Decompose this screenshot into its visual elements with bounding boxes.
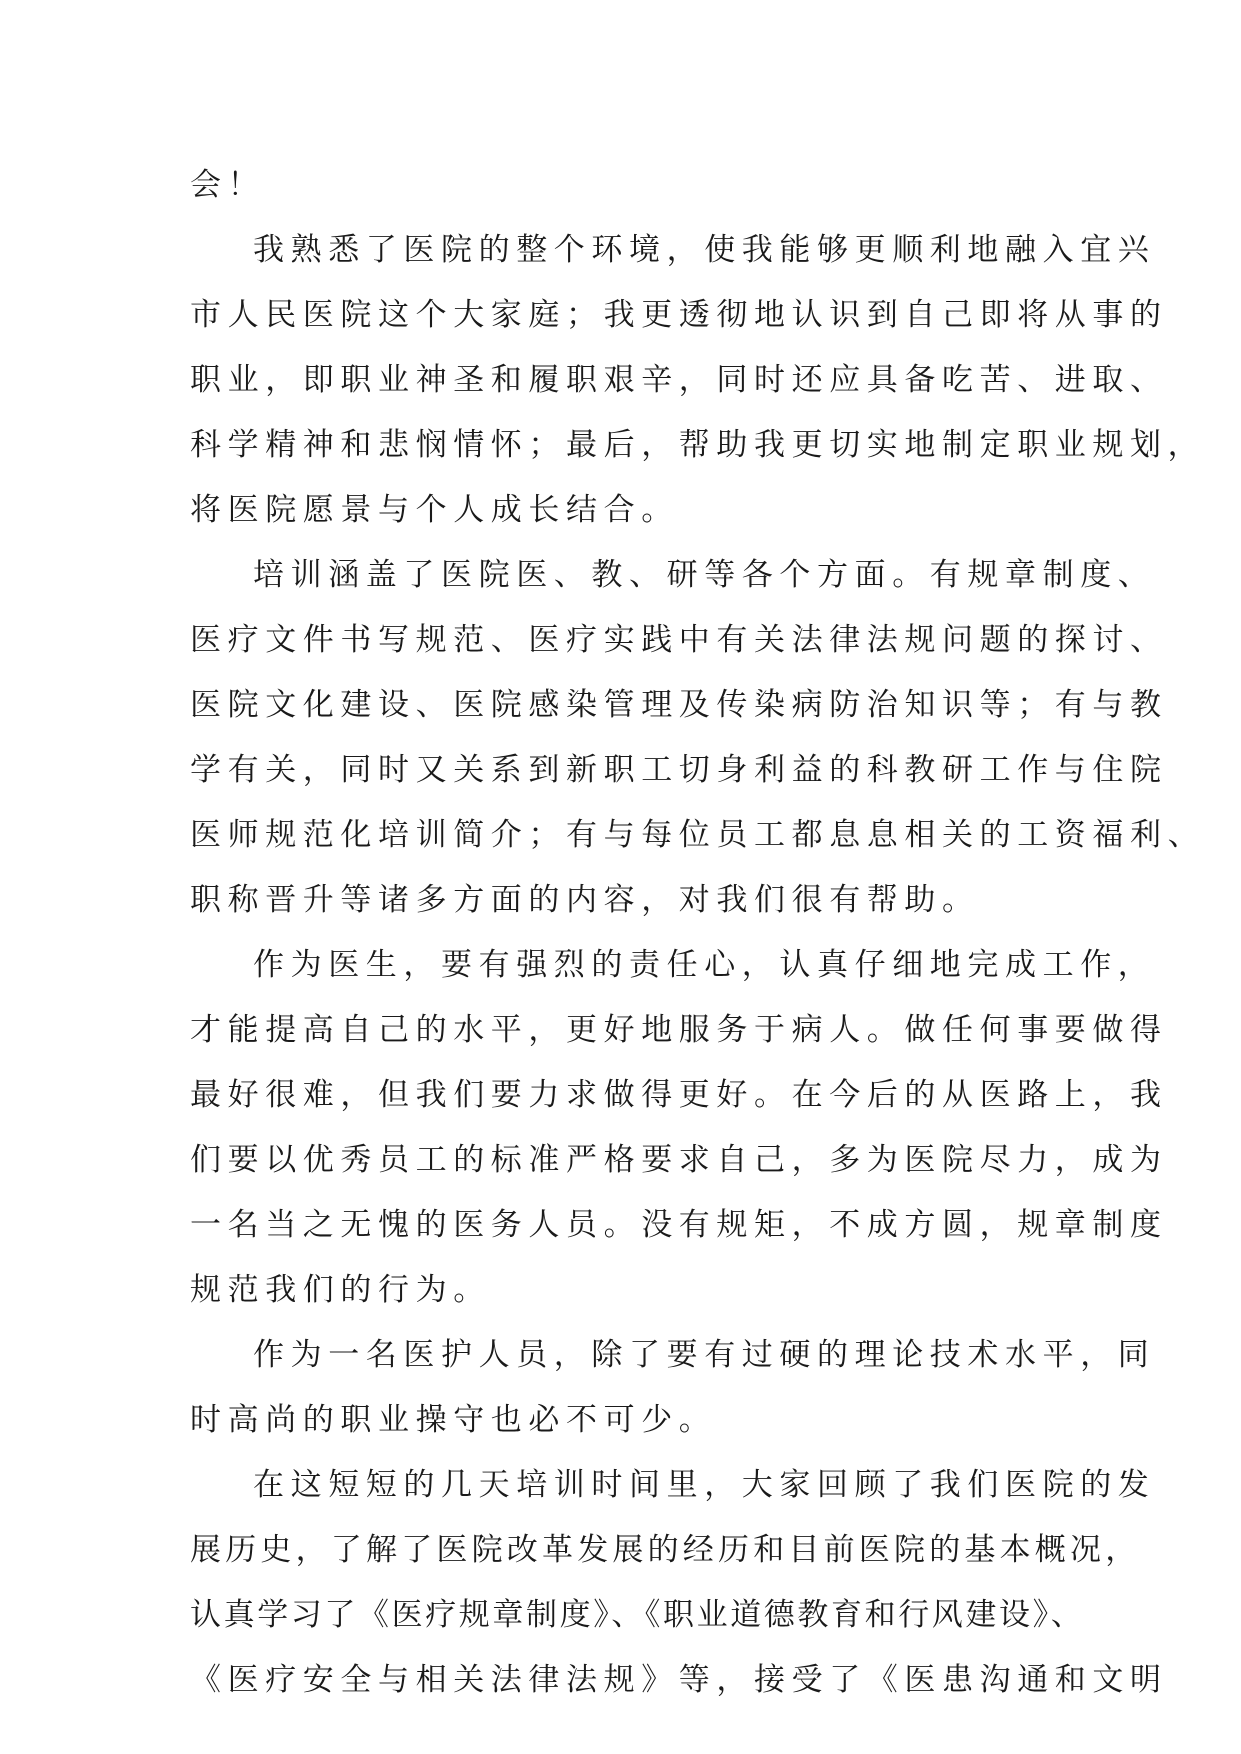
paragraph-5-line-3: 认真学习了《医疗规章制度》、《职业道德教育和行风建设》、 [190, 1597, 1085, 1633]
paragraph-2-line-6: 职称晋升等诸多方面的内容，对我们很有帮助。 [190, 882, 980, 918]
paragraph-5-line-4: 《医疗安全与相关法律法规》等，接受了《医患沟通和文明 [190, 1662, 1168, 1698]
paragraph-2-line-5: 医师规范化培训简介；有与每位员工都息息相关的工资福利、 [190, 817, 1206, 853]
text-line-1: 会！ [190, 167, 266, 203]
paragraph-1-line-3: 职业，即职业神圣和履职艰辛，同时还应具备吃苦、进取、 [190, 362, 1168, 398]
paragraph-3-line-1: 作为医生，要有强烈的责任心，认真仔细地完成工作， [253, 947, 1156, 983]
paragraph-1-line-2: 市人民医院这个大家庭；我更透彻地认识到自己即将从事的 [190, 297, 1168, 333]
paragraph-5-line-1: 在这短短的几天培训时间里，大家回顾了我们医院的发 [253, 1467, 1156, 1503]
paragraph-2-line-2: 医疗文件书写规范、医疗实践中有关法律法规问题的探讨、 [190, 622, 1168, 658]
paragraph-1-line-4: 科学精神和悲悯情怀；最后，帮助我更切实地制定职业规划， [190, 427, 1206, 463]
paragraph-1-line-5: 将医院愿景与个人成长结合。 [190, 492, 679, 528]
paragraph-4-line-1: 作为一名医护人员，除了要有过硬的理论技术水平，同 [253, 1337, 1156, 1373]
paragraph-2-line-3: 医院文化建设、医院感染管理及传染病防治知识等；有与教 [190, 687, 1168, 723]
paragraph-3-line-3: 最好很难，但我们要力求做得更好。在今后的从医路上，我 [190, 1077, 1168, 1113]
paragraph-4-line-2: 时高尚的职业操守也必不可少。 [190, 1402, 717, 1438]
paragraph-2-line-1: 培训涵盖了医院医、教、研等各个方面。有规章制度、 [253, 557, 1156, 593]
paragraph-3-line-2: 才能提高自己的水平，更好地服务于病人。做任何事要做得 [190, 1012, 1168, 1048]
paragraph-3-line-4: 们要以优秀员工的标准严格要求自己，多为医院尽力，成为 [190, 1142, 1168, 1178]
paragraph-3-line-5: 一名当之无愧的医务人员。没有规矩，不成方圆，规章制度 [190, 1207, 1168, 1243]
paragraph-1-line-1: 我熟悉了医院的整个环境，使我能够更顺利地融入宜兴 [253, 232, 1156, 268]
paragraph-5-line-2: 展历史，了解了医院改革发展的经历和目前医院的基本概况， [190, 1532, 1141, 1568]
paragraph-2-line-4: 学有关，同时又关系到新职工切身利益的科教研工作与住院 [190, 752, 1168, 788]
paragraph-3-line-6: 规范我们的行为。 [190, 1272, 491, 1308]
